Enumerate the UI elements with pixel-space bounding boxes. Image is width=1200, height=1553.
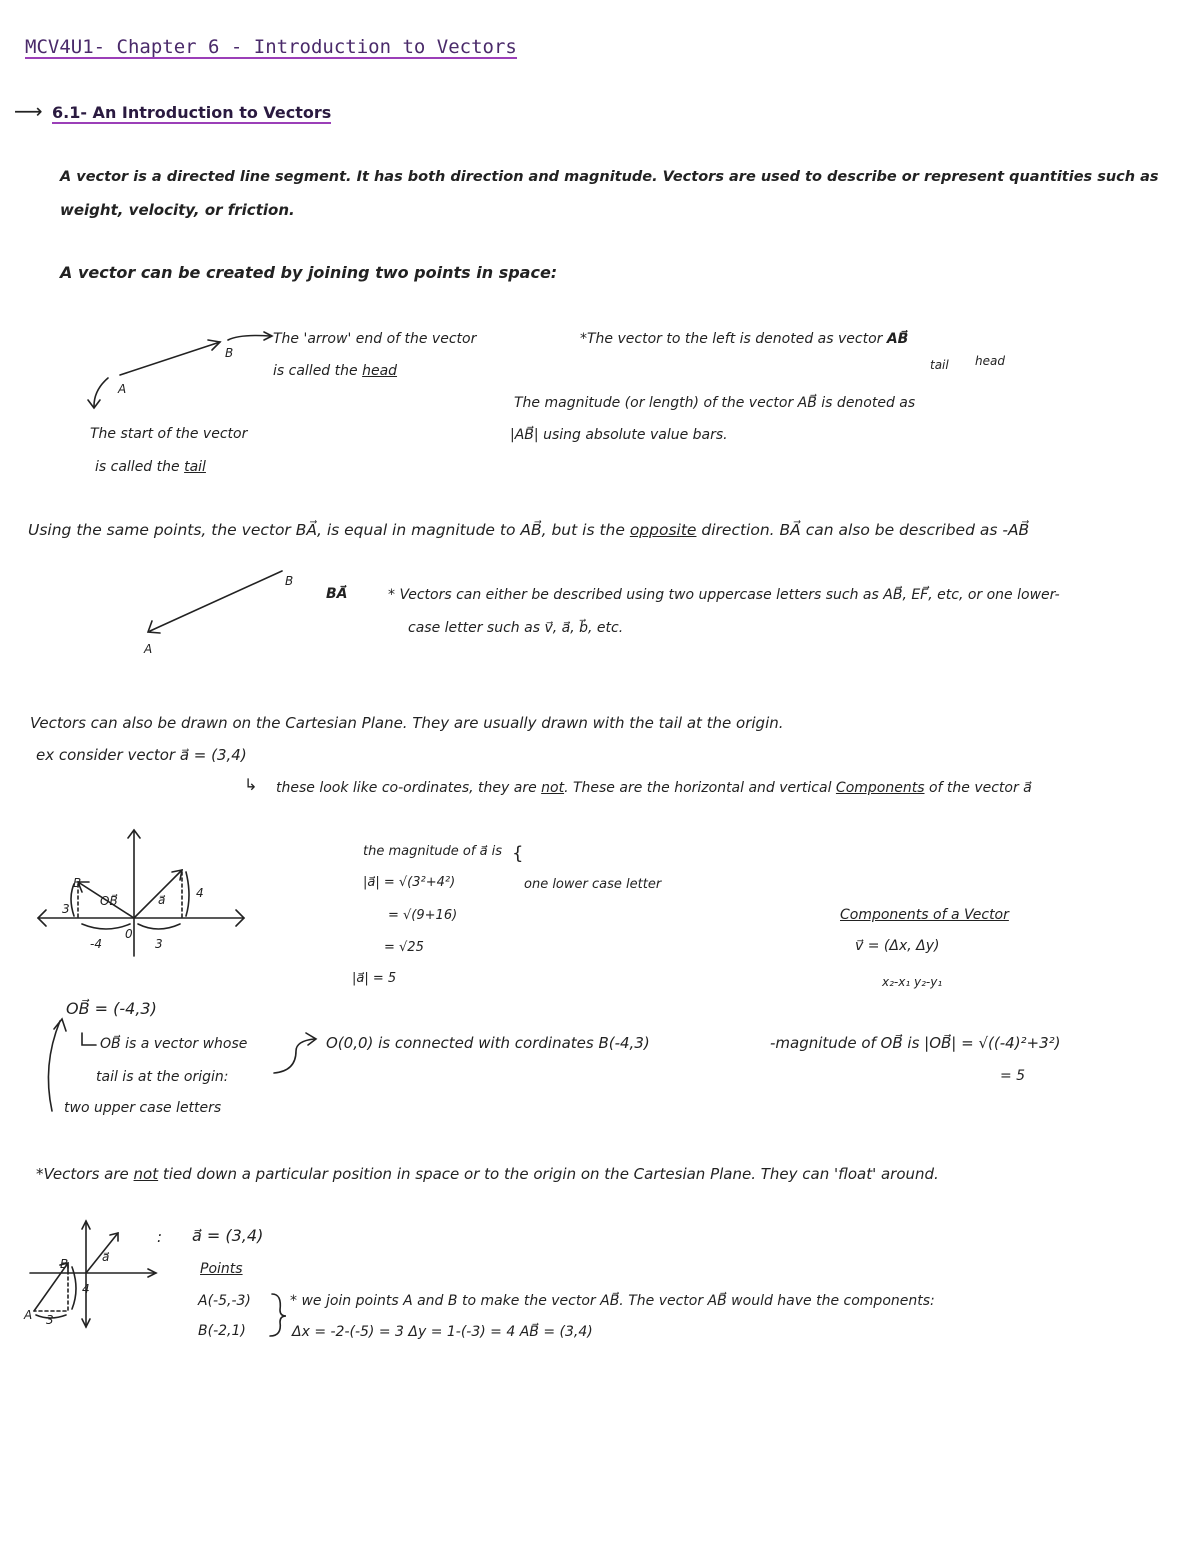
example2-colon: : [157, 1228, 163, 1246]
graph1-b-label: B [73, 876, 82, 890]
cartesian-line-2: ex consider vector a⃗ = (3,4) [36, 746, 247, 764]
components-word: Components [835, 780, 925, 796]
graph1-ob-label: OB⃗ [100, 894, 118, 908]
page-title: MCV4U1- Chapter 6 - Introduction to Vectors [25, 36, 517, 58]
point-a-label: A [118, 382, 127, 396]
ob-desc-2: tail is at the origin: [96, 1069, 229, 1085]
tail-note-2: is called the tail [95, 459, 206, 475]
magnitude-heading: the magnitude of a⃗ is [363, 844, 503, 859]
intro-line-1: A vector is a directed line segment. It has both direction and magnitude. Vectors are used to describe or represent quantities such as [60, 169, 1159, 185]
tail-pointer-arrow [94, 378, 108, 406]
brace-3-x [138, 924, 180, 929]
components-arrow: ↳ [244, 775, 258, 794]
two-upper-note: two upper case letters [64, 1100, 222, 1116]
intro-line-3: A vector can be created by joining two points in space: [60, 263, 558, 282]
ba-line: Using the same points, the vector BA⃗, is equal in magnitude to AB⃗, but is the opposite direction. BA⃗ can also be described as -AB⃗ [28, 521, 1030, 539]
head-note-2: is called the head [273, 363, 398, 379]
ba-point-b-label: B [285, 574, 294, 588]
vector-ab-diagram [80, 330, 280, 420]
tail-word: tail [184, 459, 206, 475]
denote-note: *The vector to the left is denoted as vector AB⃗ [580, 331, 909, 347]
graph1-y3-label: 3 [62, 902, 70, 916]
section-title: 6.1- An Introduction to Vectors [52, 103, 332, 122]
float-not-word: not [133, 1165, 159, 1183]
brace-neg4 [82, 924, 130, 929]
ob-desc-1: OB⃗ is a vector whose [100, 1036, 248, 1052]
ob-magnitude: -magnitude of OB⃗ is |OB⃗| = √((-4)²+3²) [770, 1034, 1061, 1052]
graph1-3-label: 3 [155, 937, 163, 951]
lower-case-brace: { [512, 843, 524, 864]
point-a: A(-5,-3) [198, 1293, 251, 1309]
intro-line-2: weight, velocity, or friction. [60, 201, 295, 219]
not-word: not [541, 780, 565, 796]
magnitude-step-1: |a⃗| = √(3²+4²) [363, 875, 456, 890]
ba-note-2: case letter such as v⃗, a⃗, b⃗, etc. [408, 620, 624, 636]
points-heading: Points [200, 1261, 243, 1277]
magnitude-note-2: |AB⃗| using absolute value bars. [510, 427, 728, 443]
magnitude-note-1: The magnitude (or length) of the vector AB⃗ is denoted as [514, 395, 916, 411]
components-sub: x₂-x₁ y₂-y₁ [882, 975, 943, 989]
graph1-origin-label: 0 [125, 927, 133, 941]
head-label: head [975, 354, 1005, 368]
magnitude-step-2: = √(9+16) [388, 908, 458, 923]
example2-components: Δx = -2-(-5) = 3 Δy = 1-(-3) = 4 AB⃗ = (3,4) [292, 1324, 593, 1340]
ob-hook-arrow [82, 1033, 96, 1045]
ba-note-1: * Vectors can either be described using two uppercase letters such as AB⃗, EF⃗, etc, or one lower- [388, 587, 1060, 603]
graph2-a-label: A [24, 1308, 33, 1322]
cartesian-graph-1 [34, 826, 249, 961]
vector-ba-line [150, 571, 282, 631]
brace-4 [186, 872, 189, 916]
head-word: head [362, 363, 398, 379]
vector-ba-diagram [140, 565, 300, 645]
points-brace [268, 1290, 292, 1340]
point-b-label: B [225, 346, 234, 360]
tail-label: tail [930, 358, 949, 372]
ba-vector-label: BA⃗ [326, 586, 348, 602]
graph2-vec-label: a⃗ [102, 1250, 110, 1264]
ob-equation: OB⃗ = (-4,3) [66, 999, 157, 1018]
point-b: B(-2,1) [198, 1323, 246, 1339]
graph1-neg4-label: -4 [90, 937, 102, 951]
head-note-1: The 'arrow' end of the vector [273, 331, 477, 347]
denote-vector: AB⃗ [886, 331, 909, 347]
example2-a-equation: a⃗ = (3,4) [192, 1226, 264, 1245]
connected-note: O(0,0) is connected with cordinates B(-4,3) [326, 1034, 650, 1052]
graph2-b-label: B [60, 1257, 69, 1271]
cartesian-line-1: Vectors can also be drawn on the Cartesian Plane. They are usually drawn with the tail at the origin. [30, 714, 784, 732]
components-heading: Components of a Vector [840, 907, 1009, 923]
magnitude-step-4: |a⃗| = 5 [352, 971, 397, 986]
graph1-a-label: a⃗ [158, 893, 166, 907]
vector-ab-line [120, 342, 220, 375]
float-note: *Vectors are not tied down a particular position in space or to the origin on the Cartesian Plane. They can 'float' around. [36, 1165, 939, 1183]
section-arrow: ⟶ [14, 99, 43, 123]
magnitude-step-3: = √25 [384, 940, 424, 955]
tail-note-1: The start of the vector [90, 426, 248, 442]
graph2-4-label: 4 [82, 1282, 90, 1296]
cartesian-graph-2 [24, 1215, 164, 1330]
opposite-word: opposite [629, 521, 697, 539]
components-formula: v⃗ = (Δx, Δy) [855, 938, 940, 954]
graph1-y4-label: 4 [196, 886, 204, 900]
ba-point-a-label: A [144, 642, 153, 656]
graph2-3-label: 3 [46, 1313, 54, 1327]
example2-note: * we join points A and B to make the vector AB⃗. The vector AB⃗ would have the components: [290, 1293, 935, 1309]
ob-magnitude-result: = 5 [1000, 1068, 1026, 1084]
lower-case-note: one lower case letter [524, 877, 662, 892]
cartesian-line-3: these look like co-ordinates, they are not. These are the horizontal and vertical Components of the vector a⃗ [276, 780, 1032, 796]
left-bracket-arrow [48, 1021, 60, 1111]
